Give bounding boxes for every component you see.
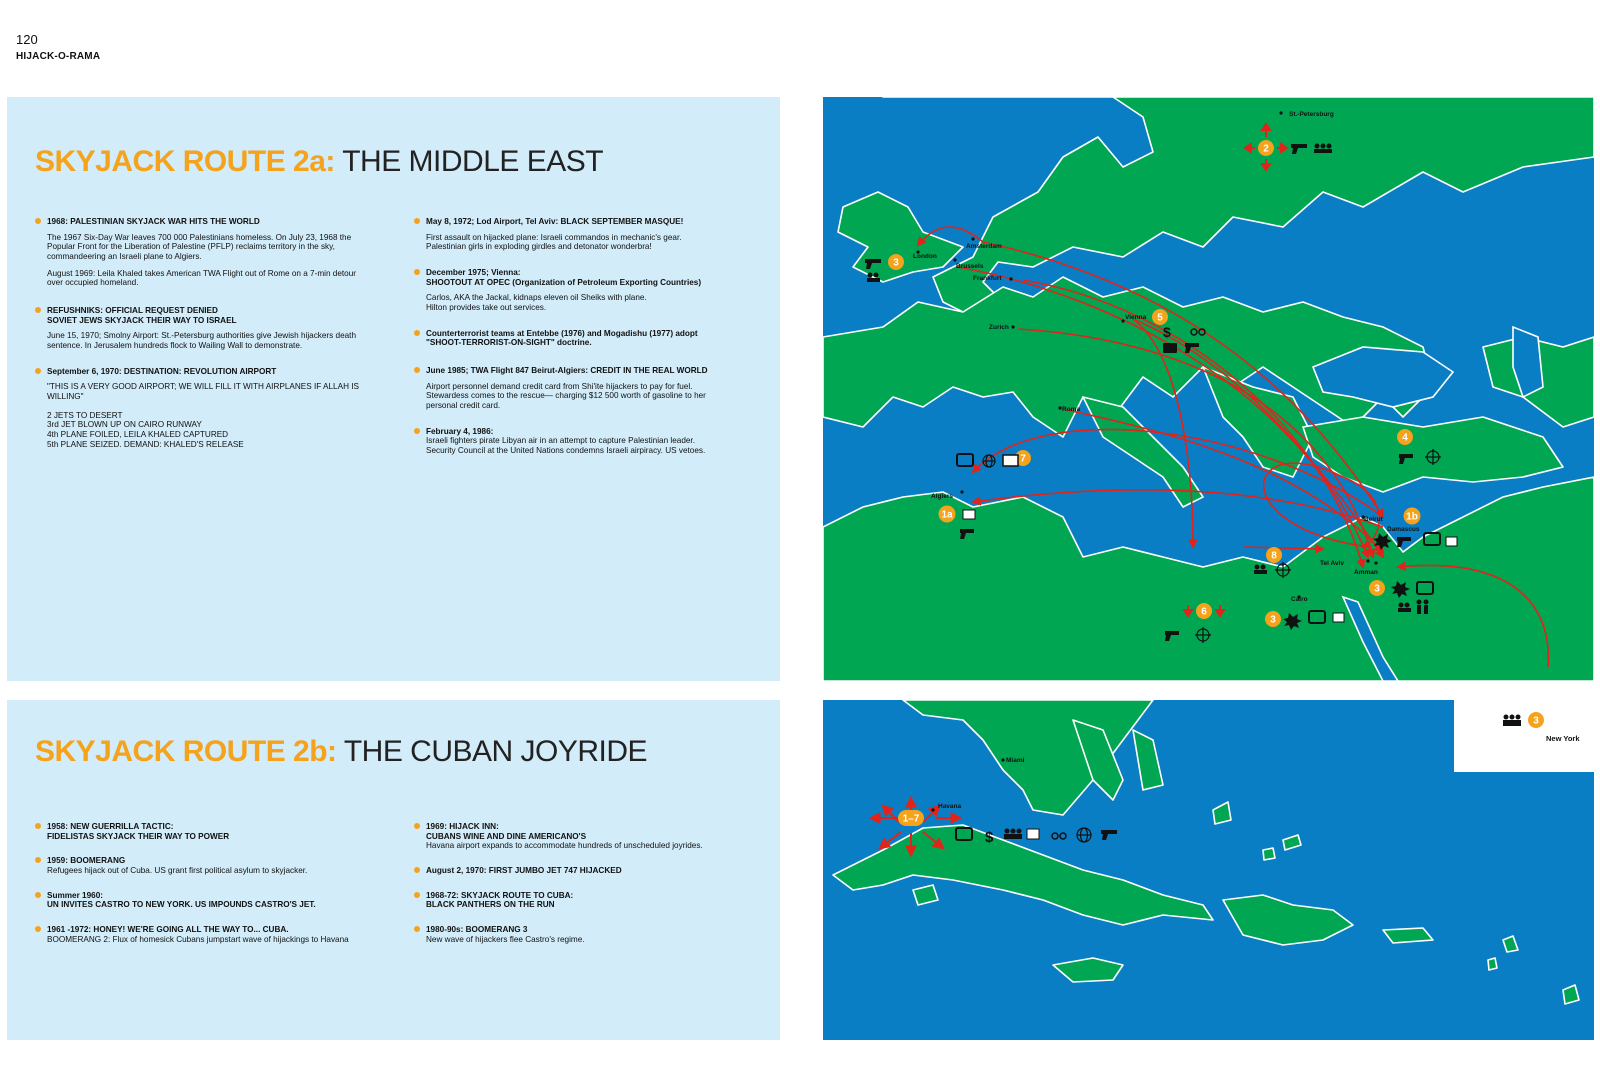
timeline-item (414, 366, 754, 411)
city-label: Vienna (1125, 314, 1147, 321)
svg-text:3: 3 (1270, 614, 1276, 626)
timeline-item (35, 822, 385, 841)
badge (1397, 429, 1413, 445)
svg-text:3: 3 (1533, 715, 1539, 727)
city-dot (1009, 277, 1012, 280)
land-florida (903, 700, 1153, 815)
city-label-new-york: New York (1546, 734, 1580, 743)
city-label: Havana (938, 803, 962, 810)
city-label: Frankfurt (973, 275, 1002, 282)
dollar-icon: $ (1163, 324, 1171, 340)
city-dot (931, 808, 934, 811)
gun-icon (1101, 830, 1117, 840)
bullet-icon (414, 867, 420, 873)
item-body: Refugees hijack out of Cuba. US grant first political asylum to skyjacker. (47, 866, 308, 876)
svg-text:3: 3 (1374, 583, 1380, 595)
badge (1369, 580, 1385, 596)
city-label: Amsterdam (966, 243, 1002, 250)
timeline-item (414, 217, 754, 252)
city-dot (1011, 325, 1014, 328)
svg-text:2: 2 (1263, 143, 1269, 155)
event-badges (1528, 712, 1544, 728)
bullet-icon (35, 218, 41, 224)
svg-text:4: 4 (1402, 432, 1408, 444)
city-dot (953, 258, 956, 261)
item-body: Airport personnel demand credit card from Shi'ite hijackers to pay for fuel. Stewardess comes to the rescue— charging $12 500 worth of gasoline to her personal credit card. (426, 381, 706, 411)
city-label: Tel Aviv (1320, 560, 1344, 567)
arrow-line (923, 806, 939, 822)
route-2b-right-column (414, 822, 754, 957)
city-dot (1366, 559, 1369, 562)
bullet-icon (35, 857, 41, 863)
bullet-icon (414, 892, 420, 898)
timeline-item (35, 925, 385, 944)
item-heading: May 8, 1972; Lod Airport, Tel Aviv: BLACK SEPTEMBER MASQUE! (426, 217, 684, 226)
item-heading: February 4, 1986: (426, 426, 494, 436)
item-heading: 1980-90s: BOOMERANG 3 (426, 925, 528, 935)
svg-text:7: 7 (1020, 453, 1026, 465)
city-label: London (913, 253, 937, 260)
badge (1404, 508, 1421, 525)
item-body: BOOMERANG 2: Flux of homesick Cubans jumpstart wave of hijackings to Havana (47, 934, 349, 944)
new-york-inset (1454, 700, 1594, 772)
city-label: Zurich (989, 324, 1009, 331)
city-label: Roma (1062, 406, 1081, 413)
tv-icon (957, 454, 973, 466)
route-2b-title-rest: THE CUBAN JOYRIDE (343, 735, 648, 768)
route-2b-left-column (35, 822, 385, 957)
badge (939, 506, 956, 523)
bullet-icon (35, 368, 41, 374)
land-small-island-1 (1283, 835, 1301, 850)
item-body: Carlos, AKA the Jackal, kidnaps eleven oil Sheiks with plane. Hilton provides take out services. (426, 293, 647, 313)
city-label: St.-Petersburg (1289, 111, 1334, 118)
badge (1528, 712, 1544, 728)
middle-east-map (823, 97, 1594, 681)
bullet-icon (414, 218, 420, 224)
item-heading: September 6, 1970: DESTINATION: REVOLUTION AIRPORT (47, 366, 277, 376)
timeline-item (414, 925, 754, 944)
route-2a-left-column (35, 217, 385, 462)
timeline-item (35, 306, 385, 351)
land-lesser-antilles-2 (1488, 958, 1497, 970)
credit-card-icon (1003, 455, 1018, 466)
route-2a-right-column (414, 217, 754, 469)
route-2a-title (35, 145, 603, 179)
land-small-island-3 (1263, 848, 1275, 860)
badge (1266, 547, 1282, 563)
arrow-line (883, 806, 899, 822)
city-label: Brussels (956, 263, 984, 270)
speech-bubble-icon (1027, 829, 1039, 839)
item-heading: 1958: NEW GUERRILLA TACTIC: FIDELISTAS SKYJACK THEIR WAY TO POWER (47, 822, 230, 841)
item-body-2: 2 JETS TO DESERT 3rd JET BLOWN UP ON CAIRO RUNWAY 4th PLANE FOILED, LEILA KHALED CAPTURED 5th PLANE SEIZED. DEMAND: KHALED'S RELEASE (47, 410, 244, 449)
city-dot (971, 237, 974, 240)
timeline-item (35, 856, 385, 875)
timeline-item (35, 217, 385, 288)
item-heading: August 2, 1970: FIRST JUMBO JET 747 HIJACKED (426, 866, 622, 876)
crowd-icon (1503, 715, 1521, 727)
land-isle-of-youth (913, 885, 938, 905)
bullet-icon (414, 428, 420, 434)
item-heading: Counterterrorist teams at Entebbe (1976) and Mogadishu (1977) adopt "SHOOT-TERRORIST-ON-SIGHT" doctrine. (426, 328, 698, 348)
land-masses (823, 97, 1594, 681)
route-2a-title-highlight: SKYJACK ROUTE 2a: (35, 145, 335, 178)
item-body: First assault on hijacked plane: Israeli commandos in mechanic's gear. Palestinian girls in exploding girdles and detonator wonderbra! (426, 232, 682, 252)
land-small-island-2 (1213, 802, 1231, 824)
item-body: Israeli fighters pirate Libyan air in an attempt to capture Palestinian leader. Security Council at the United Nations condemns Israeli airpiracy. US vetoes. (426, 436, 706, 456)
land-lesser-antilles-3 (1563, 985, 1579, 1004)
city-label: Damascus (1387, 526, 1420, 533)
globe-icon (1077, 828, 1091, 842)
speech-bubble-icon (963, 510, 975, 519)
bullet-icon (414, 926, 420, 932)
timeline-item (414, 427, 754, 456)
item-body: Havana airport expands to accommodate hundreds of unscheduled joyrides. (426, 841, 703, 851)
city-label: Miami (1006, 757, 1025, 764)
timeline-item (414, 329, 754, 348)
route-2a-panel (7, 97, 780, 681)
badge (898, 810, 924, 826)
city-label: Cairo (1291, 596, 1308, 603)
route-2a-title-rest: THE MIDDLE EAST (342, 145, 604, 178)
glasses-icon (1052, 833, 1066, 839)
svg-text:1b: 1b (1406, 511, 1418, 523)
bullet-icon (35, 892, 41, 898)
city-label: Amman (1354, 569, 1378, 576)
bullet-icon (414, 269, 420, 275)
speech-bubble-icon (1446, 537, 1457, 546)
speech-bubble-icon (1333, 613, 1344, 622)
dollar-icon: $ (985, 829, 994, 846)
timeline-item (35, 367, 385, 450)
timeline-item (414, 891, 754, 910)
item-heading: 1968-72: SKYJACK ROUTE TO CUBA: BLACK PANTHERS ON THE RUN (426, 890, 574, 910)
city-dot (1001, 758, 1004, 761)
city-dot (960, 490, 963, 493)
item-body: New wave of hijackers flee Castro's regime. (426, 934, 585, 944)
route-2b-title (35, 735, 647, 769)
section-title: HIJACK-O-RAMA (16, 51, 101, 62)
middle-east-map-svg (823, 97, 1594, 681)
bullet-icon (414, 330, 420, 336)
crowd-icon (1004, 829, 1022, 840)
item-heading: REFUSHNIKS: OFFICIAL REQUEST DENIED SOVIET JEWS SKYJACK THEIR WAY TO ISRAEL (47, 306, 237, 325)
crowd-icon (1314, 144, 1332, 154)
timeline-item (414, 866, 754, 876)
city-label: Beirut (1364, 516, 1383, 523)
item-heading: 1969: HIJACK INN: CUBANS WINE AND DINE AMERICANO'S (426, 822, 587, 841)
badge (1196, 603, 1212, 619)
item-body: June 15, 1970; Smolny Airport: St.-Petersburg authorities give Jewish hijackers death sentence. In Jerusalem hundreds flock to Wailing Wall to demonstrate. (47, 331, 357, 351)
globe-icon (983, 455, 995, 467)
item-heading: June 1985; TWA Flight 847 Beirut-Algiers: CREDIT IN THE REAL WORLD (426, 366, 708, 376)
route-2b-panel (7, 700, 780, 1040)
item-heading: 1968: PALESTINIAN SKYJACK WAR HITS THE WORLD (47, 217, 260, 226)
item-body: The 1967 Six-Day War leaves 700 000 Palestinians homeless. On July 23, 1968 the Popular Front for the Liberation of Palestine (PFLP) reclaims territory in the sky, commandeering an Israeli plane to Algiers. (47, 232, 352, 262)
land-puerto-rico (1383, 928, 1433, 943)
timeline-item (414, 268, 754, 313)
item-heading: December 1975; Vienna: SHOOTOUT AT OPEC (Organization of Petroleum Exporting Countries) (426, 268, 702, 287)
city-label: Algiers (931, 493, 954, 500)
gun-icon (1397, 537, 1411, 547)
page-number: 120 (16, 32, 38, 47)
item-heading: 1959: BOOMERANG (47, 856, 126, 866)
land-lesser-antilles-1 (1503, 936, 1518, 952)
event-badges (898, 810, 924, 826)
item-body-2: August 1969: Leila Khaled takes American TWA Flight out of Rome on a 7-min detour over occupied homeland. (47, 268, 357, 288)
svg-text:3: 3 (893, 257, 899, 269)
briefcase-icon (1163, 343, 1177, 353)
item-body: "THIS IS A VERY GOOD AIRPORT; WE WILL FILL IT WITH AIRPLANES IF ALLAH IS WILLING" (47, 382, 359, 402)
land-scandinavia (883, 97, 1594, 317)
item-heading: 1961 -1972: HONEY! WE'RE GOING ALL THE WAY TO... CUBA. (47, 925, 289, 935)
svg-text:1–7: 1–7 (902, 813, 920, 825)
timeline-item (35, 891, 385, 910)
bullet-icon (35, 926, 41, 932)
badge (1265, 611, 1281, 627)
bullet-icon (414, 367, 420, 373)
route-2b-title-highlight: SKYJACK ROUTE 2b: (35, 735, 337, 768)
land-hispaniola (1223, 895, 1353, 945)
caribbean-map (823, 700, 1594, 1040)
item-heading: Summer 1960: UN INVITES CASTRO TO NEW YORK. US IMPOUNDS CASTRO'S JET. (47, 890, 316, 910)
svg-text:5: 5 (1157, 312, 1163, 324)
svg-text:8: 8 (1271, 550, 1277, 562)
land-jamaica (1053, 958, 1123, 982)
badge (888, 254, 904, 270)
bullet-icon (414, 823, 420, 829)
city-dot (1279, 111, 1282, 114)
city-dot (1374, 561, 1377, 564)
bullet-icon (35, 307, 41, 313)
land-bahamas-2 (1133, 730, 1163, 790)
land-africa (823, 477, 1594, 681)
badge (1152, 309, 1168, 325)
bullet-icon (35, 823, 41, 829)
badge (1258, 140, 1274, 156)
svg-text:1a: 1a (941, 509, 953, 521)
svg-text:6: 6 (1201, 606, 1207, 618)
timeline-item (414, 822, 754, 851)
